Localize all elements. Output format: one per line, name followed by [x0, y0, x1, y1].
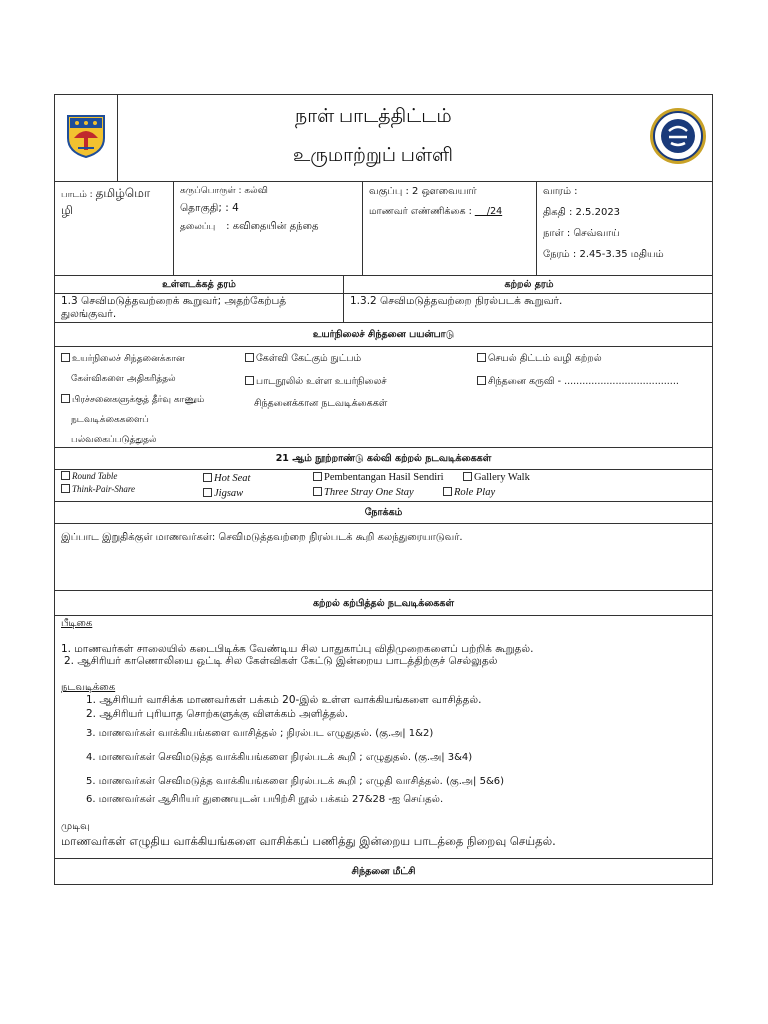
standards-row [55, 294, 712, 323]
reflection-header: சிந்தனை மீட்சி [351, 866, 416, 877]
hots-checkbox-5[interactable] [477, 353, 486, 362]
hots-checkbox-6[interactable] [477, 376, 486, 385]
objective-header: நோக்கம் [364, 507, 403, 518]
c21-pembentangan: Pembentangan Hasil Sendiri [324, 472, 444, 483]
objective-row [55, 524, 712, 591]
info-row [55, 182, 712, 276]
class-text: வகுப்பு : 2 ஔவையார் [369, 186, 477, 197]
hots-checkbox-4[interactable] [245, 376, 254, 385]
theme-cell [174, 182, 363, 275]
step-4: 4. மாணவர்கள் செவிமடுத்த வாக்கியங்களை நிரல்படக் கூறி ; எழுதுதல். (கு.அ| 3&4) [86, 752, 473, 763]
content-standard-text: 1.3 செவிமடுத்தவற்றைக் கூறுவர்; அதற்கேற்பத் [61, 295, 287, 307]
topic-label: தலைப்பு [180, 222, 216, 232]
hots-option-4: பாடநூலில் உள்ள உயர்நிலைச் [256, 376, 387, 387]
c21-checkbox-role-play[interactable] [443, 487, 452, 496]
step-1: 1. ஆசிரியர் வாசிக்க மாணவர்கள் பக்கம் 20-இல் உள்ள வாக்கியங்களை வாசித்தல். [86, 694, 482, 706]
students-label: மாணவர் எண்ணிக்கை : [369, 206, 472, 217]
c21-checkbox-three-stray[interactable] [313, 487, 322, 496]
lesson-plan-form [54, 94, 713, 885]
hots-header-row [55, 323, 712, 347]
c21-three-stray: Three Stray One Stay [324, 487, 414, 498]
step-6: 6. மாணவர்கள் ஆசிரியர் துணையுடன் பயிற்சி நூல் பக்கம் 27&28 -ஐ செய்தல். [86, 794, 444, 805]
school-crest-icon [66, 112, 106, 158]
hots-option-4-cont: சிந்தனைக்கான நடவடிக்கைகள் [254, 398, 388, 409]
step-3: 3. மாணவர்கள் வாக்கியங்களை வாசித்தல் ; நிரல்பட எழுதுதல். (கு.அ| 1&2) [86, 728, 434, 739]
c21-checkbox-pembentangan[interactable] [313, 472, 322, 481]
activities-row [55, 616, 712, 859]
step-2: 2. ஆசிரியர் புரியாத சொற்களுக்கு விளக்கம் அளித்தல். [86, 708, 349, 720]
c21-row [55, 470, 712, 502]
c21-gallery-walk: Gallery Walk [474, 472, 530, 483]
week-text: வாரம் : [543, 186, 578, 197]
date-text: திகதி : 2.5.2023 [543, 207, 621, 218]
c21-checkbox-jigsaw[interactable] [203, 488, 212, 497]
content-standard-text-cont: துலங்குவர். [61, 308, 117, 320]
hots-header: உயர்நிலைச் சிந்தனை பயன்பாடு [312, 329, 455, 340]
objective-text: இப்பாட இறுதிக்குள் மாணவர்கள்: செவிமடுத்தவற்றை நிரல்படக் கூறி கலந்துரையாடுவர். [61, 532, 463, 543]
unit-text: தொகுதி; : 4 [180, 202, 239, 214]
activities-header-row [55, 591, 712, 616]
c21-checkbox-hot-seat[interactable] [203, 473, 212, 482]
c21-header: 21 ஆம் நூற்றாண்டு கல்வி கற்றல் நடவடிக்கைகள் [275, 453, 492, 464]
title-row [55, 95, 712, 182]
subject-cell [55, 182, 174, 275]
hots-option-6: சிந்தனை கருவி - ...................................... [488, 376, 679, 387]
c21-checkbox-round-table[interactable] [61, 471, 70, 480]
intro-item-2: 2. ஆசிரியர் காணொலியை ஒட்டி சில கேள்விகள் கேட்டு இன்றைய பாடத்திற்குச் செல்லுதல் [64, 655, 498, 667]
closing-text: மாணவர்கள் எழுதிய வாக்கியங்களை வாசிக்கப் பணித்து இன்றைய பாடத்தை நிறைவு செய்தல். [61, 834, 556, 848]
activities-header: கற்றல் கற்பித்தல் நடவடிக்கைகள் [312, 598, 455, 609]
c21-think-pair-share: Think-Pair-Share [72, 484, 135, 494]
topic-value: : கவிதையின் தந்தை [226, 221, 319, 232]
hots-checkbox-2[interactable] [61, 394, 70, 403]
class-cell [363, 182, 537, 275]
c21-header-row [55, 448, 712, 470]
page-title: நாள் பாடத்திட்டம் [295, 106, 452, 127]
reflection-header-row [55, 859, 712, 884]
c21-role-play: Role Play [454, 487, 496, 498]
hots-row [55, 347, 712, 448]
hots-option-5: செயல் திட்டம் வழி கற்றல் [488, 353, 602, 364]
intro-item-1: 1. மாணவர்கள் சாலையில் கடைபிடிக்க வேண்டிய சில பாதுகாப்பு விதிமுறைகளைப் பற்றிக் கூறுதல். [61, 643, 534, 655]
content-standard-header: உள்ளடக்கத் தரம் [162, 279, 236, 290]
objective-header-row [55, 502, 712, 524]
subject-value: தமிழ்மொ [95, 186, 151, 200]
hots-option-2-cont2: பல்வகைப்படுத்துதல் [71, 435, 157, 445]
learning-standard-text: 1.3.2 செவிமடுத்தவற்றை நிரல்படக் கூறுவர். [350, 295, 563, 307]
hots-checkbox-3[interactable] [245, 353, 254, 362]
steps-label: நடவடிக்கை [61, 682, 116, 693]
intro-label: பீடிகை [61, 618, 93, 629]
subject-label: பாடம் : [61, 190, 93, 200]
ministry-seal-icon [649, 107, 707, 165]
learning-standard-header: கற்றல் தரம் [504, 279, 554, 290]
c21-hot-seat: Hot Seat [214, 473, 251, 484]
hots-option-2-cont: நடவடிக்கைகளைப் [71, 415, 149, 425]
hots-option-3: கேள்வி கேட்கும் நுட்பம் [256, 353, 362, 364]
subject-value-cont: ழி [61, 203, 73, 217]
c21-round-table: Round Table [72, 471, 118, 481]
hots-option-1: உயர்நிலைச் சிந்தனைக்கான [72, 354, 185, 364]
school-name: உருமாற்றுப் பள்ளி [293, 145, 454, 166]
closing-label: முடிவு [61, 821, 90, 832]
c21-checkbox-think-pair-share[interactable] [61, 484, 70, 493]
hots-option-1-cont: கேள்விகளை அதிகரித்தல் [71, 374, 176, 384]
theme-text: கருப்பொருள் : கல்வி [180, 186, 268, 196]
hots-option-2: பிரச்சனைகளுக்குத் தீர்வு காணும் [72, 395, 205, 405]
day-text: நாள் : செவ்வாய் [543, 228, 620, 239]
standards-header-row [55, 276, 712, 294]
hots-checkbox-1[interactable] [61, 353, 70, 362]
school-logo-cell [55, 95, 118, 181]
step-5: 5. மாணவர்கள் செவிமடுத்த வாக்கியங்களை நிரல்படக் கூறி ; எழுதி வாசித்தல். (கு.அ| 5&6) [86, 776, 505, 787]
students-value: /24 [474, 206, 503, 217]
time-text: நேரம் : 2.45-3.35 மதியம் [543, 249, 664, 260]
c21-jigsaw: Jigsaw [214, 488, 244, 499]
schedule-cell [537, 182, 714, 275]
c21-checkbox-gallery-walk[interactable] [463, 472, 472, 481]
